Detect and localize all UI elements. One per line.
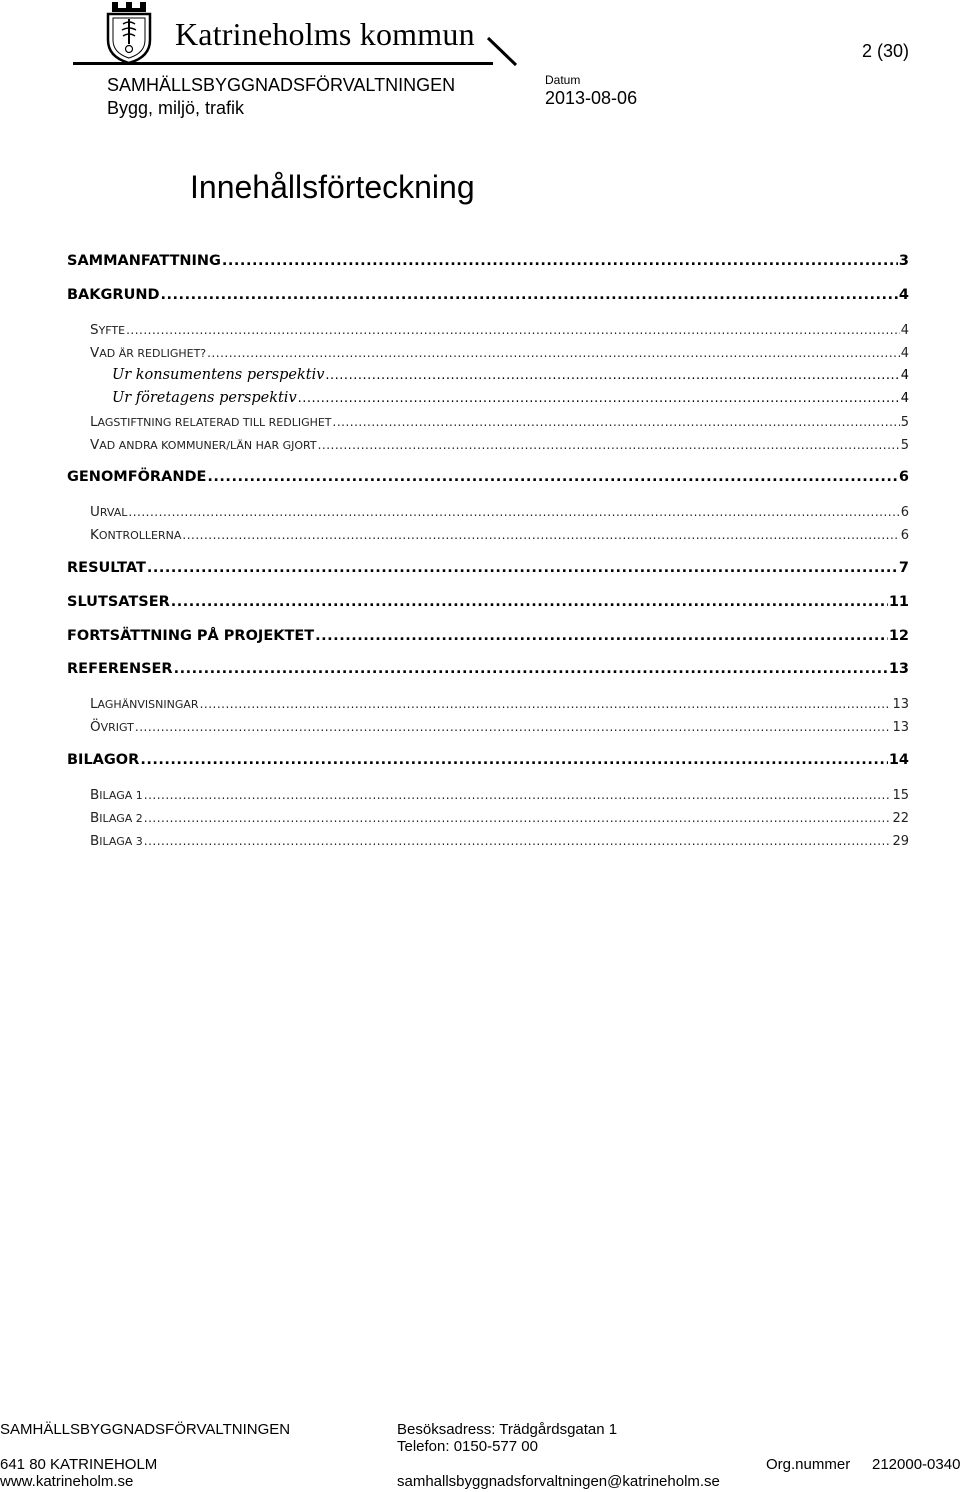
toc-entry[interactable] (112, 390, 909, 406)
footer-postal-address: 641 80 KATRINEHOLM (0, 1456, 158, 1473)
toc-dot-leader (315, 628, 888, 644)
footer-department: SAMHÄLLSBYGGNADSFÖRVALTNINGEN (0, 1421, 291, 1438)
toc-entry-page: 4 (900, 323, 909, 338)
toc-entry[interactable] (67, 661, 909, 677)
toc-entry-page: 6 (900, 528, 909, 543)
toc-entry[interactable] (90, 696, 909, 712)
toc-entry-label: ÖVRIGT (90, 719, 134, 735)
department-name: SAMHÄLLSBYGGNADSFÖRVALTNINGEN (107, 75, 456, 95)
toc-dot-leader (128, 505, 899, 519)
toc-entry-page: 3 (898, 253, 909, 269)
toc-entry[interactable] (90, 833, 909, 849)
toc-entry-label: LAGHÄNVISNINGAR (90, 696, 199, 712)
toc-entry[interactable] (67, 253, 909, 269)
toc-entry-label: VAD ÄR REDLIGHET? (90, 345, 207, 361)
toc-entry-label: RESULTAT (67, 560, 146, 576)
toc-entry-label: BILAGA 2 (90, 810, 143, 826)
toc-entry-label: Ur företagens perspektiv (112, 390, 297, 406)
toc-entry-page: 29 (892, 834, 909, 849)
footer-phone: Telefon: 0150-577 00 (397, 1438, 538, 1455)
toc-entry-page: 4 (898, 287, 909, 303)
toc-entry-page: 6 (900, 505, 909, 520)
toc-entry[interactable] (67, 628, 909, 644)
footer-org-number: 212000-0340 (872, 1456, 960, 1473)
toc-dot-leader (182, 528, 899, 542)
toc-entry-page: 12 (888, 628, 909, 644)
toc-dot-leader (144, 834, 892, 848)
footer-org-number-label: Org.nummer (766, 1456, 851, 1473)
unit-name: Bygg, miljö, trafik (107, 98, 245, 118)
toc-entry[interactable] (90, 437, 909, 453)
toc-dot-leader (161, 287, 898, 303)
toc-entry[interactable] (67, 594, 909, 610)
toc-entry[interactable] (112, 367, 909, 383)
toc-entry-page: 7 (898, 560, 909, 576)
toc-entry-page: 15 (892, 788, 909, 803)
toc-entry-label: BAKGRUND (67, 287, 160, 303)
page-title: Innehållsförteckning (190, 169, 475, 205)
organization-name: Katrineholms kommun (175, 16, 475, 52)
toc-dot-leader (298, 391, 900, 406)
toc-entry-page: 4 (900, 368, 909, 383)
toc-entry[interactable] (90, 527, 909, 543)
toc-entry-label: URVAL (90, 504, 128, 520)
toc-entry[interactable] (67, 287, 909, 303)
toc-entry-label: SAMMANFATTNING (67, 253, 221, 269)
toc-entry[interactable] (90, 810, 909, 826)
toc-entry-page: 5 (900, 415, 909, 430)
toc-entry-page: 13 (888, 661, 909, 677)
toc-entry-label: SYFTE (90, 322, 126, 338)
toc-dot-leader (144, 811, 892, 825)
toc-entry-label: FORTSÄTTNING PÅ PROJEKTET (67, 628, 315, 644)
toc-dot-leader (126, 323, 900, 337)
toc-entry[interactable] (90, 322, 909, 338)
toc-entry[interactable] (67, 752, 909, 768)
page-number: 2 (30) (862, 41, 910, 61)
toc-entry-label: REFERENSER (67, 661, 173, 677)
toc-entry[interactable] (90, 504, 909, 520)
toc-entry-label: Ur konsumentens perspektiv (112, 367, 325, 383)
toc-entry-label: KONTROLLERNA (90, 527, 182, 543)
toc-dot-leader (144, 788, 892, 802)
toc-dot-leader (135, 720, 892, 734)
toc-entry[interactable] (67, 560, 909, 576)
toc-dot-leader (207, 346, 900, 360)
toc-entry[interactable] (67, 469, 909, 485)
toc-dot-leader (222, 253, 898, 269)
date-value: 2013-08-06 (545, 88, 638, 108)
toc-dot-leader (140, 752, 888, 768)
toc-entry-page: 5 (900, 438, 909, 453)
footer-visiting-address: Besöksadress: Trädgårdsgatan 1 (397, 1421, 618, 1438)
toc-entry-label: BILAGOR (67, 752, 140, 768)
toc-dot-leader (200, 697, 892, 711)
toc-entry[interactable] (90, 345, 909, 361)
toc-entry-label: BILAGA 1 (90, 787, 143, 803)
toc-dot-leader (147, 560, 898, 576)
toc-entry-label: LAGSTIFTNING RELATERAD TILL REDLIGHET (90, 414, 332, 430)
toc-entry[interactable] (90, 414, 909, 430)
toc-entry-label: BILAGA 3 (90, 833, 143, 849)
toc-entry[interactable] (90, 719, 909, 735)
toc-entry-label: GENOMFÖRANDE (67, 469, 207, 485)
toc-entry-page: 13 (892, 697, 909, 712)
toc-entry-page: 6 (898, 469, 909, 485)
toc-entry-label: SLUTSATSER (67, 594, 170, 610)
toc-entry-label: VAD ANDRA KOMMUNER/LÄN HAR GJORT (90, 437, 317, 453)
toc-entry-page: 11 (888, 594, 909, 610)
toc-dot-leader (333, 415, 900, 429)
footer-website[interactable]: www.katrineholm.se (0, 1473, 134, 1490)
toc-dot-leader (318, 438, 900, 452)
toc-dot-leader (325, 368, 899, 383)
toc-entry-page: 13 (892, 720, 909, 735)
toc-dot-leader (171, 594, 888, 610)
toc-entry[interactable] (90, 787, 909, 803)
toc-entry-page: 22 (892, 811, 909, 826)
toc-entry-page: 4 (900, 391, 909, 406)
toc-dot-leader (174, 661, 888, 677)
date-label: Datum (545, 73, 581, 87)
toc-entry-page: 14 (888, 752, 909, 768)
toc-dot-leader (207, 469, 898, 485)
footer-email[interactable]: samhallsbyggnadsforvaltningen@katrineholm.se (397, 1473, 720, 1490)
toc-entry-page: 4 (900, 346, 909, 361)
